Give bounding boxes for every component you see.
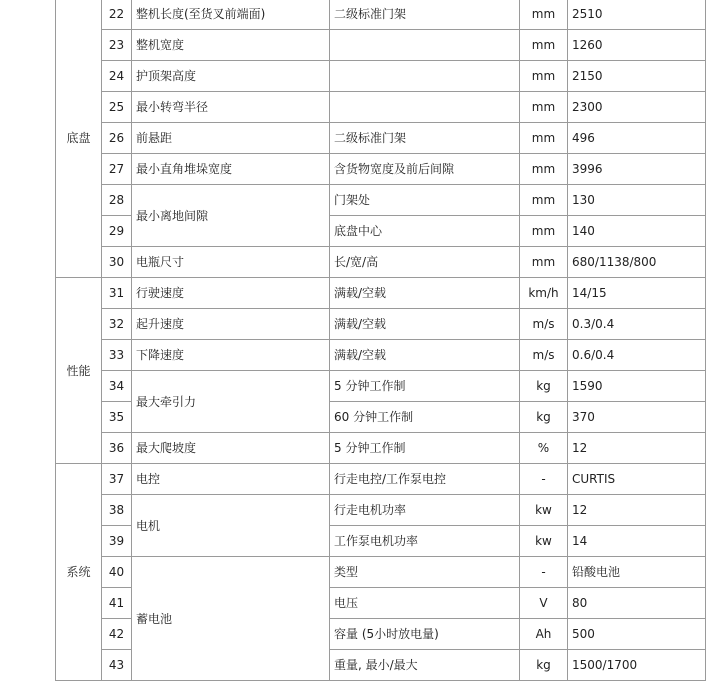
row-number: 42 bbox=[102, 619, 132, 650]
value: 3996 bbox=[568, 154, 706, 185]
unit: - bbox=[520, 464, 568, 495]
unit: kw bbox=[520, 495, 568, 526]
condition bbox=[330, 92, 520, 123]
value: 铅酸电池 bbox=[568, 557, 706, 588]
group-chassis: 底盘 bbox=[56, 0, 102, 278]
unit: V bbox=[520, 588, 568, 619]
unit: mm bbox=[520, 216, 568, 247]
item-name: 整机长度(至货叉前端面) bbox=[132, 0, 330, 30]
item-name: 最小转弯半径 bbox=[132, 92, 330, 123]
table-row bbox=[56, 0, 706, 30]
unit: mm bbox=[520, 92, 568, 123]
row-number: 39 bbox=[102, 526, 132, 557]
value: 12 bbox=[568, 495, 706, 526]
row-number: 36 bbox=[102, 433, 132, 464]
condition: 行走电机功率 bbox=[330, 495, 520, 526]
row-number: 24 bbox=[102, 61, 132, 92]
value: 680/1138/800 bbox=[568, 247, 706, 278]
table-row bbox=[56, 30, 706, 61]
condition: 行走电控/工作泵电控 bbox=[330, 464, 520, 495]
condition: 5 分钟工作制 bbox=[330, 433, 520, 464]
value: 14/15 bbox=[568, 278, 706, 309]
value: 130 bbox=[568, 185, 706, 216]
table-row bbox=[56, 557, 706, 588]
unit: kw bbox=[520, 526, 568, 557]
condition: 工作泵电机功率 bbox=[330, 526, 520, 557]
row-number: 33 bbox=[102, 340, 132, 371]
unit: mm bbox=[520, 0, 568, 30]
table-row bbox=[56, 278, 706, 309]
table-row bbox=[56, 123, 706, 154]
row-number: 29 bbox=[102, 216, 132, 247]
unit: % bbox=[520, 433, 568, 464]
item-name: 护顶架高度 bbox=[132, 61, 330, 92]
condition bbox=[330, 30, 520, 61]
item-name: 最小离地间隙 bbox=[132, 185, 330, 247]
unit: mm bbox=[520, 185, 568, 216]
row-number: 26 bbox=[102, 123, 132, 154]
item-name: 整机宽度 bbox=[132, 30, 330, 61]
unit: mm bbox=[520, 30, 568, 61]
item-name: 最小直角堆垛宽度 bbox=[132, 154, 330, 185]
unit: mm bbox=[520, 154, 568, 185]
row-number: 31 bbox=[102, 278, 132, 309]
value: CURTIS bbox=[568, 464, 706, 495]
condition: 电压 bbox=[330, 588, 520, 619]
table-row bbox=[56, 185, 706, 216]
value: 140 bbox=[568, 216, 706, 247]
item-name: 蓄电池 bbox=[132, 557, 330, 681]
table-row bbox=[56, 464, 706, 495]
unit: Ah bbox=[520, 619, 568, 650]
unit: kg bbox=[520, 650, 568, 681]
table-row bbox=[56, 340, 706, 371]
condition: 底盘中心 bbox=[330, 216, 520, 247]
condition: 容量 (5小时放电量) bbox=[330, 619, 520, 650]
unit: m/s bbox=[520, 340, 568, 371]
condition: 满载/空载 bbox=[330, 309, 520, 340]
row-number: 23 bbox=[102, 30, 132, 61]
row-number: 32 bbox=[102, 309, 132, 340]
condition: 满载/空载 bbox=[330, 340, 520, 371]
row-number: 37 bbox=[102, 464, 132, 495]
item-name: 电控 bbox=[132, 464, 330, 495]
unit: mm bbox=[520, 61, 568, 92]
value: 80 bbox=[568, 588, 706, 619]
condition: 门架处 bbox=[330, 185, 520, 216]
row-number: 30 bbox=[102, 247, 132, 278]
value: 1260 bbox=[568, 30, 706, 61]
row-number: 43 bbox=[102, 650, 132, 681]
row-number: 40 bbox=[102, 557, 132, 588]
unit: kg bbox=[520, 371, 568, 402]
condition: 类型 bbox=[330, 557, 520, 588]
condition: 二级标准门架 bbox=[330, 0, 520, 30]
value: 1500/1700 bbox=[568, 650, 706, 681]
row-number: 22 bbox=[102, 0, 132, 30]
row-number: 27 bbox=[102, 154, 132, 185]
table-row bbox=[56, 309, 706, 340]
condition bbox=[330, 61, 520, 92]
condition: 5 分钟工作制 bbox=[330, 371, 520, 402]
group-system: 系统 bbox=[56, 464, 102, 681]
table-row bbox=[56, 61, 706, 92]
item-name: 起升速度 bbox=[132, 309, 330, 340]
item-name: 电瓶尺寸 bbox=[132, 247, 330, 278]
value: 12 bbox=[568, 433, 706, 464]
row-number: 25 bbox=[102, 92, 132, 123]
item-name: 行驶速度 bbox=[132, 278, 330, 309]
row-number: 34 bbox=[102, 371, 132, 402]
condition: 长/宽/高 bbox=[330, 247, 520, 278]
unit: m/s bbox=[520, 309, 568, 340]
unit: mm bbox=[520, 123, 568, 154]
item-name: 前悬距 bbox=[132, 123, 330, 154]
row-number: 38 bbox=[102, 495, 132, 526]
item-name: 电机 bbox=[132, 495, 330, 557]
value: 496 bbox=[568, 123, 706, 154]
unit: mm bbox=[520, 247, 568, 278]
item-name: 下降速度 bbox=[132, 340, 330, 371]
unit: kg bbox=[520, 402, 568, 433]
value: 370 bbox=[568, 402, 706, 433]
value: 0.6/0.4 bbox=[568, 340, 706, 371]
value: 2300 bbox=[568, 92, 706, 123]
condition: 含货物宽度及前后间隙 bbox=[330, 154, 520, 185]
item-name: 最大爬坡度 bbox=[132, 433, 330, 464]
table-row bbox=[56, 154, 706, 185]
table-row bbox=[56, 433, 706, 464]
condition: 60 分钟工作制 bbox=[330, 402, 520, 433]
condition: 二级标准门架 bbox=[330, 123, 520, 154]
unit: - bbox=[520, 557, 568, 588]
condition: 满载/空载 bbox=[330, 278, 520, 309]
value: 500 bbox=[568, 619, 706, 650]
table-row bbox=[56, 495, 706, 526]
condition: 重量, 最小/最大 bbox=[330, 650, 520, 681]
row-number: 41 bbox=[102, 588, 132, 619]
spec-table bbox=[55, 0, 706, 681]
table-row bbox=[56, 371, 706, 402]
row-number: 35 bbox=[102, 402, 132, 433]
group-performance: 性能 bbox=[56, 278, 102, 464]
value: 14 bbox=[568, 526, 706, 557]
value: 1590 bbox=[568, 371, 706, 402]
row-number: 28 bbox=[102, 185, 132, 216]
item-name: 最大牵引力 bbox=[132, 371, 330, 433]
value: 2150 bbox=[568, 61, 706, 92]
value: 2510 bbox=[568, 0, 706, 30]
value: 0.3/0.4 bbox=[568, 309, 706, 340]
table-row bbox=[56, 92, 706, 123]
unit: km/h bbox=[520, 278, 568, 309]
table-row bbox=[56, 247, 706, 278]
